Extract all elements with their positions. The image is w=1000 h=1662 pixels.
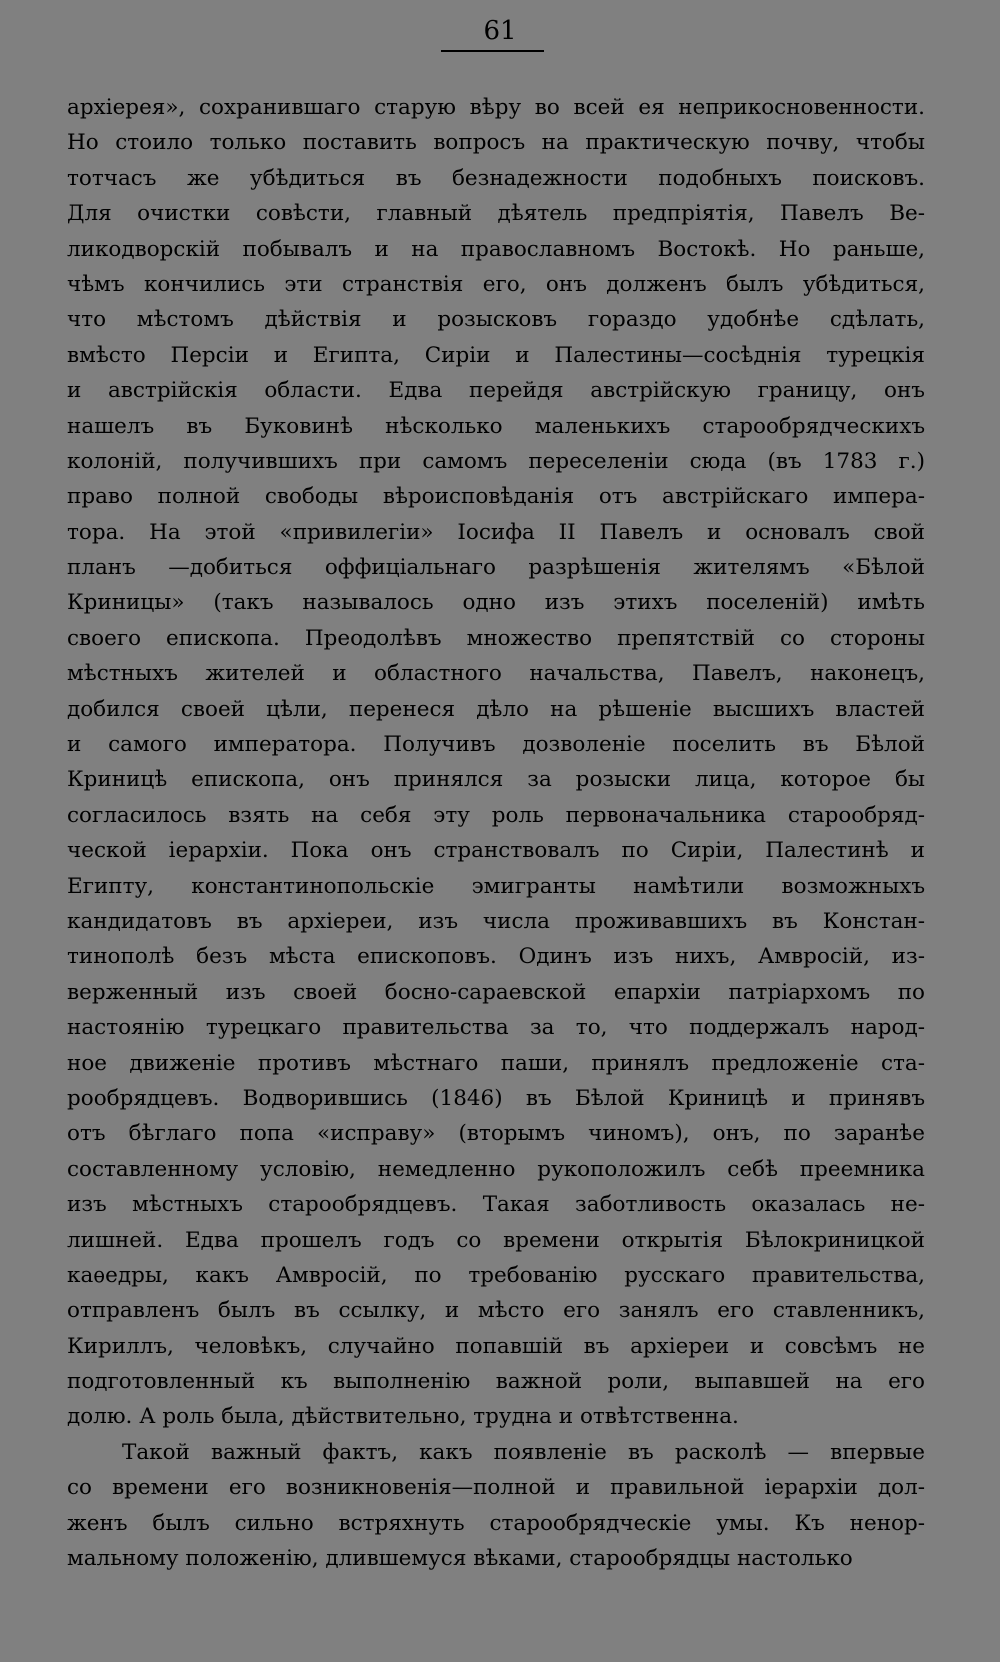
text-line: изъ мѣстныхъ старообрядцевъ. Такая заботливость оказалась не- [67,1192,925,1218]
text-line: Для очистки совѣсти, главный дѣятель предпрiятiя, Павелъ Ве- [67,201,925,227]
text-line: архiерея», сохранившаго старую вѣру во всей ея неприкосновенности. [67,95,925,120]
text-line: мальному положенiю, длившемуся вѣками, старообрядцы настолько [67,1546,853,1572]
page-number: 61 [483,16,517,46]
text-line: право полной свободы вѣроисповѣданiя отъ австрiйскаго импера- [67,484,925,510]
text-line: Но стоило только поставить вопросъ на практическую почву, чтобы [67,130,925,156]
body-text [67,90,925,1576]
text-line: верженный изъ своей босно-сараевской епархiи патрiархомъ по [67,979,925,1005]
text-line: лишней. Едва прошелъ годъ со времени открытiя Бѣлокриницкой [67,1227,925,1253]
page-number-rule [441,50,544,52]
paragraph [67,1435,925,1577]
text-line: Криницѣ епископа, онъ принялся за розыски лица, которое бы [67,767,925,793]
text-line: каѳедры, какъ Амвросiй, по требованiю русскаго правительства, [67,1262,925,1288]
text-line: Египту, константинопольскiе эмигранты намѣтили возможныхъ [67,873,925,899]
text-line: нашелъ въ Буковинѣ нѣсколько маленькихъ старообрядческихъ [67,413,925,439]
text-line: колонiй, получившихъ при самомъ переселенiи сюда (въ 1783 г.) [67,448,925,474]
text-line: долю. А роль была, дѣйствительно, трудна и отвѣтственна. [67,1404,739,1430]
text-line: мѣстныхъ жителей и областного начальства, Павелъ, наконецъ, [67,661,925,687]
text-line: чѣмъ кончились эти странствiя его, онъ долженъ былъ убѣдиться, [67,271,925,297]
text-line: своего епископа. Преодолѣвъ множество препятствiй со стороны [67,625,925,651]
text-line: планъ —добиться оффицiальнаго разрѣшенiя жителямъ «Бѣлой [67,555,925,581]
text-line: отправленъ былъ въ ссылку, и мѣсто его занялъ его ставленникъ, [67,1298,925,1324]
text-line: женъ былъ сильно встряхнуть старообрядческiе умы. Къ ненор- [67,1510,925,1536]
text-line: и австрiйскiя области. Едва перейдя австрiйскую границу, онъ [67,378,925,404]
text-line: подготовленный къ выполненiю важной роли, выпавшей на его [67,1369,925,1395]
text-line: рообрядцевъ. Водворившись (1846) въ Бѣлой Криницѣ и принявъ [67,1085,925,1111]
text-line: тинополѣ безъ мѣста епископовъ. Одинъ изъ нихъ, Амвросiй, из- [67,944,925,970]
text-line: настоянiю турецкаго правительства за то, что поддержалъ народ- [67,1015,925,1041]
text-line: кандидатовъ въ архiереи, изъ числа проживавшихъ въ Констан- [67,908,925,934]
text-line: вмѣсто Персiи и Египта, Сирiи и Палестины—сосѣднiя турецкiя [67,342,925,368]
paragraph [67,90,925,1435]
text-line: ликодворскiй побывалъ и на православномъ Востокѣ. Но раньше, [67,236,925,262]
text-line: Кириллъ, человѣкъ, случайно попавшiй въ архiереи и совсѣмъ не [67,1333,925,1359]
text-line: отъ бѣглаго попа «исправу» (вторымъ чиномъ), онъ, по заранѣе [67,1121,925,1147]
text-line: что мѣстомъ дѣйствiя и розысковъ гораздо удобнѣе сдѣлать, [67,307,925,333]
text-line: согласилось взять на себя эту роль первоначальника старообряд- [67,802,925,828]
text-line: тора. На этой «привилегiи» Iосифа II Павелъ и основалъ свой [67,519,925,545]
text-line: ческой iерархiи. Пока онъ странствовалъ по Сирiи, Палестинѣ и [67,838,925,864]
text-line: добился своей цѣли, перенеся дѣло на рѣшенiе высшихъ властей [67,696,925,722]
text-line: ное движенiе противъ мѣстнаго паши, принялъ предложенiе ста- [67,1050,925,1076]
text-line: Криницы» (такъ называлось одно изъ этихъ поселенiй) имѣть [67,590,925,616]
text-line: и самого императора. Получивъ дозволенiе поселить въ Бѣлой [67,732,925,758]
text-line: со времени его возникновенiя—полной и правильной iерархiи дол- [67,1475,925,1501]
text-line: составленному условiю, немедленно рукоположилъ себѣ преемника [67,1156,925,1182]
text-line: тотчасъ же убѣдиться въ безнадежности подобныхъ поисковъ. [67,165,925,191]
text-line: Такой важный фактъ, какъ появленiе въ расколѣ — впервые [122,1439,925,1465]
